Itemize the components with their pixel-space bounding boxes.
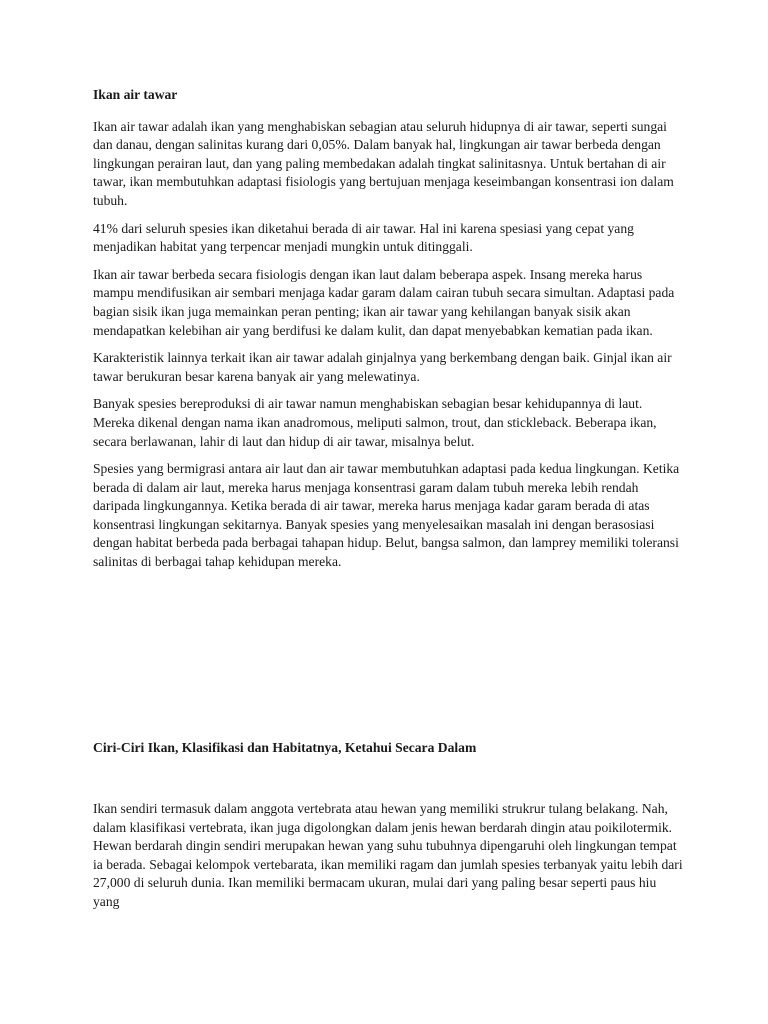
paragraph-vertebrate: Ikan sendiri termasuk dalam anggota vertebrata atau hewan yang memiliki strukrur tulang belakang. Nah, dalam klasifikasi vertebrata, ikan juga digolongkan dalam jenis hewan berdarah dingin atau poikilotermik. Hewan berdarah dingin sendiri merupakan hewan yang suhu tubuhnya dipengaruhi oleh lingkungan tempat ia berada. Sebagai kelompok vertebarata, ikan memiliki ragam dan jumlah spesies terbanyak yaitu lebih dari 27,000 di seluruh dunia. Ikan memiliki bermacam ukuran, mulai dari yang paling besar seperti paus hiu yang [93,801,683,909]
paragraph-kidney: Karakteristik lainnya terkait ikan air tawar adalah ginjalnya yang berkembang dengan baik. Ginjal ikan air tawar berukuran besar karena banyak air yang melewatinya. [93,350,672,384]
section-title-fish-characteristics: Ciri-Ciri Ikan, Klasifikasi dan Habitatnya, Ketahui Secara Dalam [93,740,477,755]
paragraph-migration: Spesies yang bermigrasi antara air laut dan air tawar membutuhkan adaptasi pada kedua lingkungan. Ketika berada di dalam air laut, mereka harus menjaga konsentrasi garam dalam tubuh mereka lebih rendah daripada lingkungannya. Ketika berada di air tawar, mereka harus menjaga kadar garam berada di atas konsentrasi lingkungan sekitarnya. Banyak spesies yang menyelesaikan masalah ini dengan berasosiasi dengan habitat berbeda pada berbagai tahapan hidup. Belut, bangsa salmon, dan lamprey memiliki toleransi salinitas di berbagai tahap kehidupan mereka. [93,461,680,570]
paragraph-definition: Ikan air tawar adalah ikan yang menghabiskan sebagian atau seluruh hidupnya di air tawar, seperti sungai dan danau, dengan salinitas kurang dari 0,05%. Dalam banyak hal, lingkungan air tawar berbeda dengan lingkungan perairan laut, dan yang paling membedakan adalah tingkat salinitasnya. Untuk bertahan di air tawar, ikan membutuhkan adaptasi fisiologis yang bertujuan menjaga keseimbangan konsentrasi ion dalam tubuh. [93,118,674,208]
paragraph-anadromous: Banyak spesies bereproduksi di air tawar namun menghabiskan sebagian besar kehidupannya di laut. Mereka dikenal dengan nama ikan anadromous, meliputi salmon, trout, dan stickleback. Beberapa ikan, secara berlawanan, lahir di laut dan hidup di air tawar, misalnya belut. [93,396,657,449]
paragraph-species-percentage: 41% dari seluruh spesies ikan diketahui berada di air tawar. Hal ini karena spesiasi yang cepat yang menjadikan habitat yang terpencar menjadi mungkin untuk ditinggali. [93,220,634,255]
section-title-freshwater-fish: Ikan air tawar [93,87,178,102]
paragraph-physiology: Ikan air tawar berbeda secara fisiologis dengan ikan laut dalam beberapa aspek. Insang mereka harus mampu mendifusikan air sembari menjaga kadar garam dalam cairan tubuh secara simultan. Adaptasi pada bagian sisik ikan juga memainkan peran penting; ikan air tawar yang kehilangan banyak sisik akan mendapatkan kelebihan air yang berdifusi ke dalam kulit, dan dapat menyebabkan kematian pada ikan. [93,266,675,338]
document-page [93,86,683,909]
